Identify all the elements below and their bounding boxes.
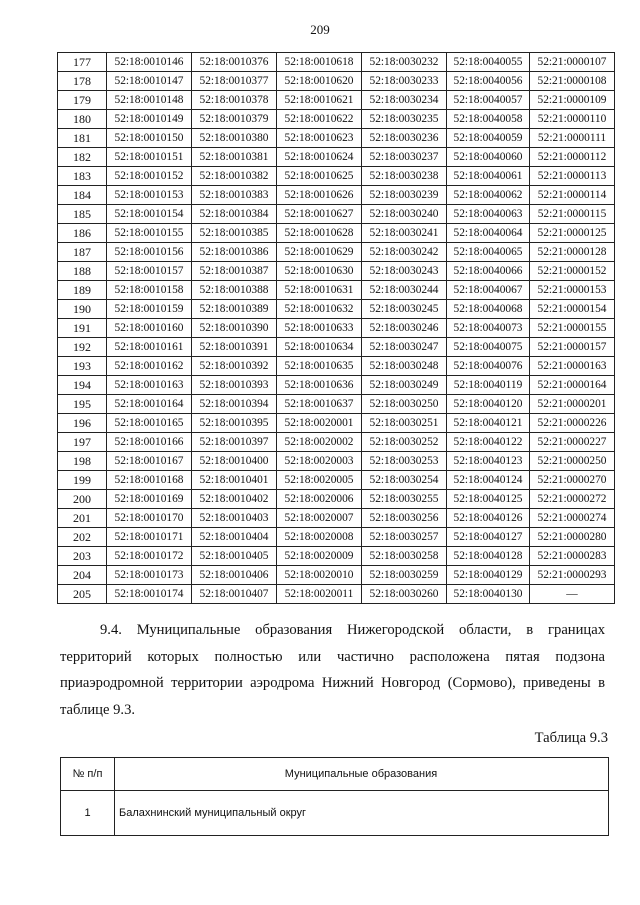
cadastral-number-cell: 52:18:0010387 xyxy=(192,262,277,281)
row-number: 190 xyxy=(58,300,107,319)
cadastral-number-cell: 52:18:0010385 xyxy=(192,224,277,243)
row-number: 186 xyxy=(58,224,107,243)
cadastral-number-cell: 52:18:0040122 xyxy=(447,433,530,452)
row-number: 182 xyxy=(58,148,107,167)
cadastral-number-cell: 52:18:0010631 xyxy=(277,281,362,300)
cadastral-number-cell: 52:18:0010630 xyxy=(277,262,362,281)
cadastral-number-cell: 52:18:0010158 xyxy=(107,281,192,300)
cadastral-number-cell: 52:21:0000155 xyxy=(530,319,615,338)
cadastral-number-cell: 52:21:0000115 xyxy=(530,205,615,224)
cadastral-number-cell: 52:18:0010147 xyxy=(107,72,192,91)
cadastral-number-cell: 52:18:0020002 xyxy=(277,433,362,452)
cadastral-number-cell: 52:21:0000152 xyxy=(530,262,615,281)
cadastral-number-cell: 52:21:0000109 xyxy=(530,91,615,110)
row-number: 191 xyxy=(58,319,107,338)
cadastral-number-cell: 52:18:0010407 xyxy=(192,585,277,604)
cadastral-number-cell: 52:18:0010400 xyxy=(192,452,277,471)
table-row xyxy=(58,167,615,186)
row-num: 1 xyxy=(61,791,115,836)
cadastral-number-cell: 52:18:0010152 xyxy=(107,167,192,186)
cadastral-number-cell: 52:18:0010154 xyxy=(107,205,192,224)
cadastral-number-cell: 52:21:0000272 xyxy=(530,490,615,509)
row-number: 201 xyxy=(58,509,107,528)
cadastral-number-cell: 52:18:0010628 xyxy=(277,224,362,243)
cadastral-number-cell: 52:18:0040056 xyxy=(447,72,530,91)
cadastral-number-cell: 52:18:0010171 xyxy=(107,528,192,547)
row-number: 181 xyxy=(58,129,107,148)
cadastral-number-cell: 52:18:0010388 xyxy=(192,281,277,300)
municipal-table xyxy=(60,757,609,836)
cadastral-number-cell: 52:18:0020005 xyxy=(277,471,362,490)
cadastral-number-cell: 52:21:0000227 xyxy=(530,433,615,452)
cadastral-number-cell: 52:18:0040062 xyxy=(447,186,530,205)
cadastral-number-cell: 52:18:0030249 xyxy=(362,376,447,395)
row-number: 199 xyxy=(58,471,107,490)
table-caption: Таблица 9.3 xyxy=(534,730,608,746)
table-row xyxy=(58,547,615,566)
cadastral-number-cell: 52:18:0010164 xyxy=(107,395,192,414)
cadastral-number-cell: 52:18:0010622 xyxy=(277,110,362,129)
cadastral-number-cell: 52:18:0020010 xyxy=(277,566,362,585)
cadastral-number-cell: 52:18:0030251 xyxy=(362,414,447,433)
cadastral-number-cell: 52:18:0020006 xyxy=(277,490,362,509)
cadastral-number-cell: 52:18:0030243 xyxy=(362,262,447,281)
cadastral-number-cell: 52:18:0040125 xyxy=(447,490,530,509)
row-number: 196 xyxy=(58,414,107,433)
table-row xyxy=(58,186,615,205)
cadastral-number-cell: 52:18:0010384 xyxy=(192,205,277,224)
cadastral-number-cell: 52:18:0030245 xyxy=(362,300,447,319)
row-number: 189 xyxy=(58,281,107,300)
table-row xyxy=(58,414,615,433)
cadastral-number-cell: 52:18:0040123 xyxy=(447,452,530,471)
row-number: 187 xyxy=(58,243,107,262)
cadastral-number-cell: 52:18:0020011 xyxy=(277,585,362,604)
cadastral-number-cell: 52:18:0030260 xyxy=(362,585,447,604)
table-row xyxy=(58,243,615,262)
cadastral-number-cell: 52:18:0030247 xyxy=(362,338,447,357)
cadastral-number-cell: 52:18:0020008 xyxy=(277,528,362,547)
cadastral-number-cell: 52:18:0020001 xyxy=(277,414,362,433)
cadastral-number-cell: 52:18:0040064 xyxy=(447,224,530,243)
cadastral-number-cell: 52:18:0020007 xyxy=(277,509,362,528)
cadastral-number-cell: 52:18:0010391 xyxy=(192,338,277,357)
cadastral-number-cell: 52:21:0000108 xyxy=(530,72,615,91)
row-number: 180 xyxy=(58,110,107,129)
row-number: 178 xyxy=(58,72,107,91)
table-row xyxy=(58,528,615,547)
cadastral-number-cell: 52:18:0010377 xyxy=(192,72,277,91)
cadastral-number-cell: 52:18:0010151 xyxy=(107,148,192,167)
row-number: 202 xyxy=(58,528,107,547)
cadastral-number-cell: 52:18:0040061 xyxy=(447,167,530,186)
cadastral-number-cell: 52:21:0000280 xyxy=(530,528,615,547)
cadastral-number-cell: 52:18:0010402 xyxy=(192,490,277,509)
row-number: 177 xyxy=(58,53,107,72)
cadastral-number-cell: 52:18:0010405 xyxy=(192,547,277,566)
cadastral-number-cell: 52:18:0030252 xyxy=(362,433,447,452)
cadastral-number-cell: 52:18:0010169 xyxy=(107,490,192,509)
cadastral-number-cell: 52:18:0010621 xyxy=(277,91,362,110)
cadastral-number-cell: 52:18:0010620 xyxy=(277,72,362,91)
cadastral-number-cell: 52:18:0010165 xyxy=(107,414,192,433)
table-row xyxy=(58,395,615,414)
table-row xyxy=(58,490,615,509)
table-row xyxy=(58,53,615,72)
cadastral-number-cell: — xyxy=(530,585,615,604)
row-number: 200 xyxy=(58,490,107,509)
row-number: 194 xyxy=(58,376,107,395)
cadastral-number-cell: 52:18:0040057 xyxy=(447,91,530,110)
row-number: 195 xyxy=(58,395,107,414)
row-name: Балахнинский муниципальный округ xyxy=(115,791,609,836)
cadastral-number-cell: 52:18:0010629 xyxy=(277,243,362,262)
cadastral-number-cell: 52:21:0000113 xyxy=(530,167,615,186)
cadastral-number-cell: 52:18:0010383 xyxy=(192,186,277,205)
cadastral-number-cell: 52:18:0030237 xyxy=(362,148,447,167)
cadastral-number-cell: 52:18:0010148 xyxy=(107,91,192,110)
table-row xyxy=(58,300,615,319)
table-row xyxy=(58,262,615,281)
cadastral-number-cell: 52:18:0040075 xyxy=(447,338,530,357)
cadastral-number-cell: 52:18:0010379 xyxy=(192,110,277,129)
cadastral-number-cell: 52:18:0040059 xyxy=(447,129,530,148)
cadastral-number-cell: 52:18:0040129 xyxy=(447,566,530,585)
table-row xyxy=(61,791,609,836)
cadastral-number-cell: 52:18:0010150 xyxy=(107,129,192,148)
cadastral-number-cell: 52:18:0030238 xyxy=(362,167,447,186)
cadastral-number-cell: 52:18:0030235 xyxy=(362,110,447,129)
table-row xyxy=(58,110,615,129)
cadastral-number-cell: 52:18:0010380 xyxy=(192,129,277,148)
cadastral-number-cell: 52:18:0020009 xyxy=(277,547,362,566)
cadastral-number-cell: 52:18:0040055 xyxy=(447,53,530,72)
row-number: 193 xyxy=(58,357,107,376)
cadastral-number-cell: 52:18:0010173 xyxy=(107,566,192,585)
cadastral-number-cell: 52:18:0010635 xyxy=(277,357,362,376)
cadastral-number-cell: 52:18:0030256 xyxy=(362,509,447,528)
cadastral-number-cell: 52:18:0030232 xyxy=(362,53,447,72)
cadastral-number-cell: 52:21:0000112 xyxy=(530,148,615,167)
cadastral-number-cell: 52:18:0010378 xyxy=(192,91,277,110)
table-row xyxy=(58,433,615,452)
cadastral-number-cell: 52:18:0010153 xyxy=(107,186,192,205)
table-row xyxy=(58,338,615,357)
cadastral-number-cell: 52:18:0010174 xyxy=(107,585,192,604)
table-row xyxy=(58,72,615,91)
cadastral-number-cell: 52:18:0010394 xyxy=(192,395,277,414)
cadastral-number-cell: 52:18:0010637 xyxy=(277,395,362,414)
cadastral-number-cell: 52:18:0030240 xyxy=(362,205,447,224)
cadastral-number-cell: 52:18:0040128 xyxy=(447,547,530,566)
cadastral-number-cell: 52:18:0040073 xyxy=(447,319,530,338)
cadastral-number-cell: 52:21:0000163 xyxy=(530,357,615,376)
table-row xyxy=(58,376,615,395)
header-name: Муниципальные образования xyxy=(115,758,609,791)
cadastral-number-cell: 52:18:0010166 xyxy=(107,433,192,452)
table-row xyxy=(58,509,615,528)
row-number: 203 xyxy=(58,547,107,566)
cadastral-number-cell: 52:18:0040065 xyxy=(447,243,530,262)
row-number: 204 xyxy=(58,566,107,585)
cadastral-number-cell: 52:18:0010382 xyxy=(192,167,277,186)
cadastral-number-cell: 52:18:0010389 xyxy=(192,300,277,319)
cadastral-number-cell: 52:18:0010381 xyxy=(192,148,277,167)
row-number: 183 xyxy=(58,167,107,186)
cadastral-number-cell: 52:18:0010404 xyxy=(192,528,277,547)
table-row xyxy=(58,357,615,376)
cadastral-number-cell: 52:18:0010390 xyxy=(192,319,277,338)
cadastral-number-cell: 52:18:0040127 xyxy=(447,528,530,547)
cadastral-number-cell: 52:18:0010632 xyxy=(277,300,362,319)
cadastral-number-cell: 52:21:0000226 xyxy=(530,414,615,433)
cadastral-number-cell: 52:21:0000157 xyxy=(530,338,615,357)
cadastral-number-cell: 52:21:0000250 xyxy=(530,452,615,471)
cadastral-number-cell: 52:21:0000107 xyxy=(530,53,615,72)
header-num: № п/п xyxy=(61,758,115,791)
cadastral-number-cell: 52:18:0010395 xyxy=(192,414,277,433)
cadastral-number-cell: 52:21:0000114 xyxy=(530,186,615,205)
cadastral-number-cell: 52:18:0030242 xyxy=(362,243,447,262)
cadastral-table xyxy=(57,52,615,604)
cadastral-number-cell: 52:18:0030241 xyxy=(362,224,447,243)
table-row xyxy=(58,566,615,585)
cadastral-number-cell: 52:21:0000111 xyxy=(530,129,615,148)
cadastral-number-cell: 52:18:0040130 xyxy=(447,585,530,604)
table-header-row xyxy=(61,758,609,791)
cadastral-number-cell: 52:18:0040058 xyxy=(447,110,530,129)
table-row xyxy=(58,281,615,300)
cadastral-number-cell: 52:18:0030258 xyxy=(362,547,447,566)
row-number: 188 xyxy=(58,262,107,281)
cadastral-number-cell: 52:18:0010160 xyxy=(107,319,192,338)
cadastral-number-cell: 52:18:0010406 xyxy=(192,566,277,585)
cadastral-number-cell: 52:18:0030259 xyxy=(362,566,447,585)
cadastral-number-cell: 52:18:0030239 xyxy=(362,186,447,205)
page-number: 209 xyxy=(310,22,330,37)
row-number: 185 xyxy=(58,205,107,224)
table-row xyxy=(58,224,615,243)
cadastral-number-cell: 52:18:0010146 xyxy=(107,53,192,72)
cadastral-number-cell: 52:18:0040068 xyxy=(447,300,530,319)
cadastral-number-cell: 52:18:0010161 xyxy=(107,338,192,357)
cadastral-number-cell: 52:18:0010625 xyxy=(277,167,362,186)
cadastral-number-cell: 52:21:0000283 xyxy=(530,547,615,566)
cadastral-number-cell: 52:18:0010623 xyxy=(277,129,362,148)
row-number: 184 xyxy=(58,186,107,205)
cadastral-number-cell: 52:18:0020003 xyxy=(277,452,362,471)
cadastral-number-cell: 52:18:0040060 xyxy=(447,148,530,167)
cadastral-number-cell: 52:18:0030250 xyxy=(362,395,447,414)
cadastral-number-cell: 52:18:0010401 xyxy=(192,471,277,490)
cadastral-number-cell: 52:18:0040076 xyxy=(447,357,530,376)
cadastral-number-cell: 52:18:0010626 xyxy=(277,186,362,205)
cadastral-number-cell: 52:18:0010618 xyxy=(277,53,362,72)
cadastral-number-cell: 52:18:0030234 xyxy=(362,91,447,110)
cadastral-number-cell: 52:18:0010393 xyxy=(192,376,277,395)
cadastral-number-cell: 52:18:0010636 xyxy=(277,376,362,395)
cadastral-number-cell: 52:18:0030253 xyxy=(362,452,447,471)
cadastral-number-cell: 52:21:0000201 xyxy=(530,395,615,414)
cadastral-number-cell: 52:18:0030257 xyxy=(362,528,447,547)
cadastral-number-cell: 52:18:0030248 xyxy=(362,357,447,376)
cadastral-number-cell: 52:18:0030236 xyxy=(362,129,447,148)
table-row xyxy=(58,129,615,148)
cadastral-number-cell: 52:18:0010157 xyxy=(107,262,192,281)
cadastral-number-cell: 52:18:0030254 xyxy=(362,471,447,490)
table-row xyxy=(58,148,615,167)
cadastral-number-cell: 52:18:0010162 xyxy=(107,357,192,376)
row-number: 192 xyxy=(58,338,107,357)
cadastral-number-cell: 52:21:0000293 xyxy=(530,566,615,585)
cadastral-number-cell: 52:18:0010634 xyxy=(277,338,362,357)
cadastral-number-cell: 52:18:0010624 xyxy=(277,148,362,167)
cadastral-number-cell: 52:18:0010167 xyxy=(107,452,192,471)
cadastral-number-cell: 52:18:0040126 xyxy=(447,509,530,528)
table-row xyxy=(58,205,615,224)
cadastral-number-cell: 52:18:0010633 xyxy=(277,319,362,338)
cadastral-number-cell: 52:18:0010149 xyxy=(107,110,192,129)
table-row xyxy=(58,585,615,604)
cadastral-number-cell: 52:18:0040124 xyxy=(447,471,530,490)
table-row xyxy=(58,452,615,471)
cadastral-number-cell: 52:18:0010376 xyxy=(192,53,277,72)
cadastral-number-cell: 52:18:0030255 xyxy=(362,490,447,509)
table-row xyxy=(58,319,615,338)
cadastral-number-cell: 52:18:0040120 xyxy=(447,395,530,414)
paragraph-9-4: 9.4. Муниципальные образования Нижегородской области, в границах территорий которых полностью или частично расположена пятая подзона приаэродромной территории аэродрома Нижний Новгород (Сормово), приведены в таблице 9.3. xyxy=(60,622,605,718)
cadastral-number-cell: 52:18:0010172 xyxy=(107,547,192,566)
cadastral-number-cell: 52:18:0030244 xyxy=(362,281,447,300)
cadastral-number-cell: 52:18:0030233 xyxy=(362,72,447,91)
cadastral-number-cell: 52:18:0010156 xyxy=(107,243,192,262)
table-row xyxy=(58,91,615,110)
cadastral-number-cell: 52:18:0010168 xyxy=(107,471,192,490)
cadastral-number-cell: 52:18:0010392 xyxy=(192,357,277,376)
cadastral-number-cell: 52:21:0000274 xyxy=(530,509,615,528)
cadastral-number-cell: 52:18:0040119 xyxy=(447,376,530,395)
cadastral-number-cell: 52:18:0010403 xyxy=(192,509,277,528)
cadastral-number-cell: 52:18:0040063 xyxy=(447,205,530,224)
cadastral-number-cell: 52:18:0010159 xyxy=(107,300,192,319)
cadastral-number-cell: 52:21:0000110 xyxy=(530,110,615,129)
cadastral-number-cell: 52:18:0040066 xyxy=(447,262,530,281)
cadastral-number-cell: 52:18:0040067 xyxy=(447,281,530,300)
cadastral-number-cell: 52:21:0000153 xyxy=(530,281,615,300)
table-row xyxy=(58,471,615,490)
cadastral-number-cell: 52:21:0000128 xyxy=(530,243,615,262)
cadastral-number-cell: 52:18:0010163 xyxy=(107,376,192,395)
row-number: 179 xyxy=(58,91,107,110)
row-number: 205 xyxy=(58,585,107,604)
cadastral-number-cell: 52:21:0000154 xyxy=(530,300,615,319)
cadastral-number-cell: 52:18:0010397 xyxy=(192,433,277,452)
cadastral-number-cell: 52:21:0000164 xyxy=(530,376,615,395)
cadastral-number-cell: 52:18:0030246 xyxy=(362,319,447,338)
cadastral-number-cell: 52:21:0000125 xyxy=(530,224,615,243)
cadastral-number-cell: 52:18:0010170 xyxy=(107,509,192,528)
cadastral-number-cell: 52:21:0000270 xyxy=(530,471,615,490)
cadastral-number-cell: 52:18:0010155 xyxy=(107,224,192,243)
cadastral-number-cell: 52:18:0040121 xyxy=(447,414,530,433)
cadastral-number-cell: 52:18:0010627 xyxy=(277,205,362,224)
cadastral-number-cell: 52:18:0010386 xyxy=(192,243,277,262)
row-number: 198 xyxy=(58,452,107,471)
row-number: 197 xyxy=(58,433,107,452)
